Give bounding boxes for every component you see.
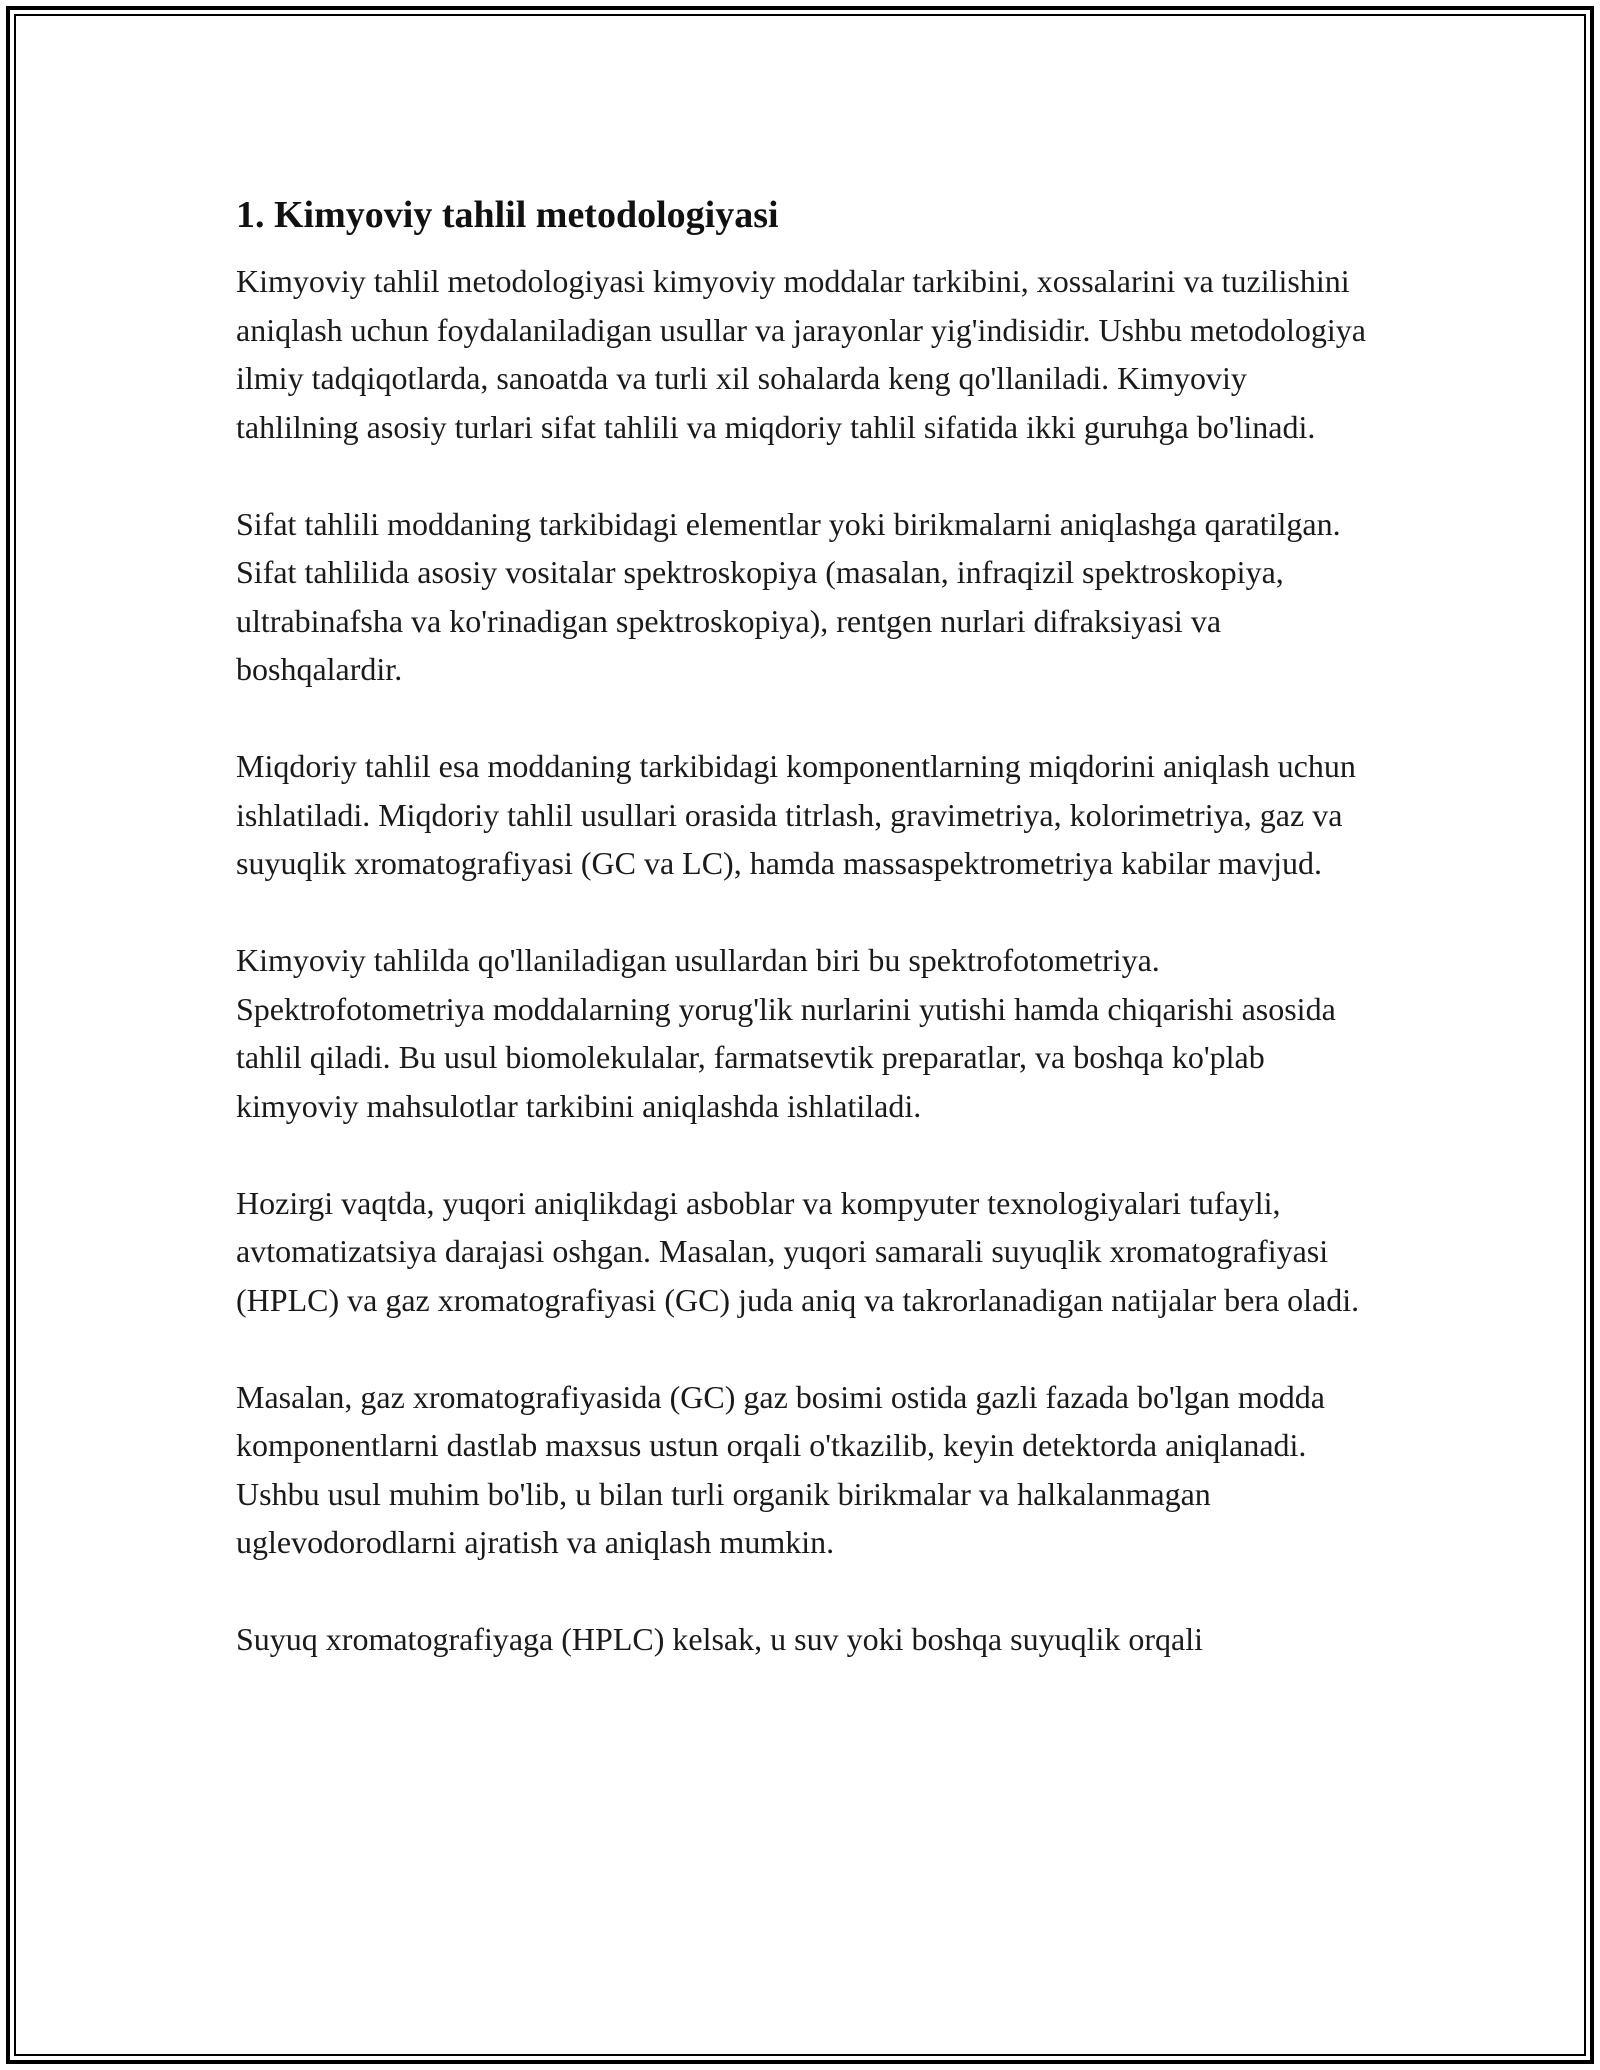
paragraph-intro: Kimyoviy tahlil metodologiyasi kimyoviy moddalar tarkibini, xossalarini va tuzilishini aniqlash uchun foydalaniladigan usullar va jarayonlar yig'indisidir. Ushbu metodologiya ilmiy tadqiqotlarda, sanoatda va turli xil sohalarda keng qo'llaniladi. Kimyoviy tahlilning asosiy turlari sifat tahlili va miqdoriy tahlil sifatida ikki guruhga bo'linadi.: [236, 263, 1366, 445]
paragraph-spectrophotometry: Kimyoviy tahlilda qo'llaniladigan usullardan biri bu spektrofotometriya. Spektrofotometriya moddalarning yorug'lik nurlarini yutishi hamda chiqarishi asosida tahlil qiladi. Bu usul biomolekulalar, farmatsevtik preparatlar, va boshqa ko'plab kimyoviy mahsulotlar tarkibini aniqlashda ishlatiladi.: [236, 942, 1336, 1124]
paragraph-qualitative-analysis: Sifat tahlili moddaning tarkibidagi elementlar yoki birikmalarni aniqlashga qaratilgan. Sifat tahlilida asosiy vositalar spektroskopiya (masalan, infraqizil spektroskopiya, ultrabinafsha va ko'rinadigan spektroskopiya), rentgen nurlari difraksiyasi va boshqalardir.: [236, 505, 1341, 687]
document-body: [236, 185, 1376, 1664]
paragraph-gas-chromatography: Masalan, gaz xromatografiyasida (GC) gaz bosimi ostida gazli fazada bo'lgan modda komponentlarni dastlab maxsus ustun orqali o'tkazilib, keyin detektorda aniqlanadi. Ushbu usul muhim bo'lib, u bilan turli organik birikmalar va halkalanmagan uglevodorodlarni ajratish va aniqlash mumkin.: [236, 1378, 1325, 1560]
paragraph-liquid-chromatography: Suyuq xromatografiyaga (HPLC) kelsak, u suv yoki boshqa suyuqlik orqali: [236, 1621, 1203, 1657]
paragraph-automation: Hozirgi vaqtda, yuqori aniqlikdagi asboblar va kompyuter texnologiyalari tufayli, avtomatizatsiya darajasi oshgan. Masalan, yuqori samarali suyuqlik xromatografiyasi (HPLC) va gaz xromatografiyasi (GC) juda aniq va takrorlanadigan natijalar bera oladi.: [236, 1184, 1360, 1318]
paragraph-quantitative-analysis: Miqdoriy tahlil esa moddaning tarkibidagi komponentlarning miqdorini aniqlash uchun ishlatiladi. Miqdoriy tahlil usullari orasida titrlash, gravimetriya, kolorimetriya, gaz va suyuqlik xromatografiyasi (GC va LC), hamda massaspektrometriya kabilar mavjud.: [236, 748, 1356, 881]
document-title: 1. Kimyoviy tahlil metodologiyasi: [236, 194, 779, 236]
